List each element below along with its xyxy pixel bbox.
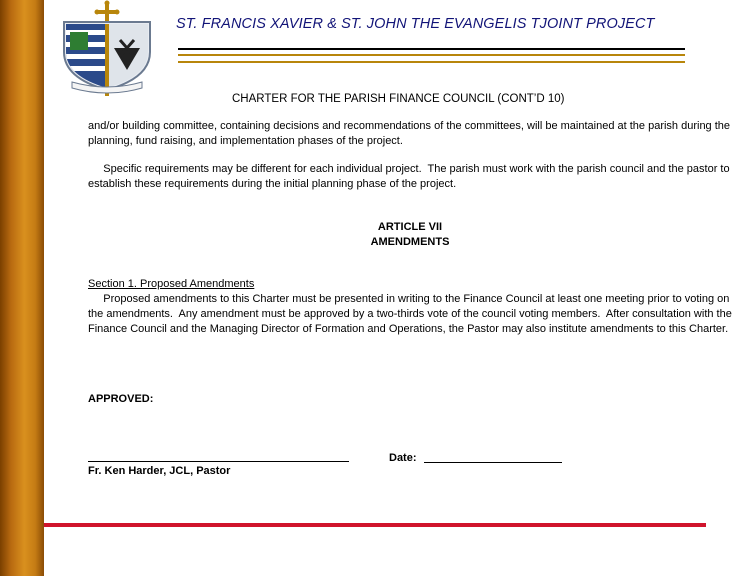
article-number: ARTICLE VII <box>377 221 443 233</box>
signature-line <box>88 461 349 462</box>
parish-crest-logo <box>52 0 162 98</box>
date-line <box>424 462 562 463</box>
article-title: AMENDMENTS <box>370 236 450 248</box>
section-heading: Section 1. Proposed Amendments <box>88 278 255 290</box>
left-decorative-bar <box>0 0 44 576</box>
header-title: ST. FRANCIS XAVIER & ST. JOHN THE EVANGELIS TJOINT PROJECT <box>176 16 655 32</box>
footer-divider <box>44 523 706 527</box>
approved-label: APPROVED: <box>88 393 154 405</box>
header-divider-gold <box>178 54 685 56</box>
date-label: Date: <box>389 452 417 464</box>
paragraph: and/or building committee, containing decisions and recommendations of the committees, will be maintained at the parish during the planning, fund raising, and implementation phases of the project. <box>88 120 731 147</box>
charter-title: CHARTER FOR THE PARISH FINANCE COUNCIL (CONT’D 10) <box>232 93 565 105</box>
header-divider-gold <box>178 61 685 63</box>
paragraph: Specific requirements may be different for each individual project. The parish must work with the parish council and the pastor to establish these requirements during the initial planning phase of the project. <box>88 163 733 190</box>
signatory-name: Fr. Ken Harder, JCL, Pastor <box>88 465 231 477</box>
header-divider-black <box>178 48 685 50</box>
paragraph: Proposed amendments to this Charter must be presented in writing to the Finance Council at least one meeting prior to voting on the amendments. Any amendment must be approved by a two-thirds vote of the council voting members. After consultation with the Finance Council and the Managing Director of Formation and Operations, the Pastor may also institute amendments to this Charter. <box>88 293 735 335</box>
